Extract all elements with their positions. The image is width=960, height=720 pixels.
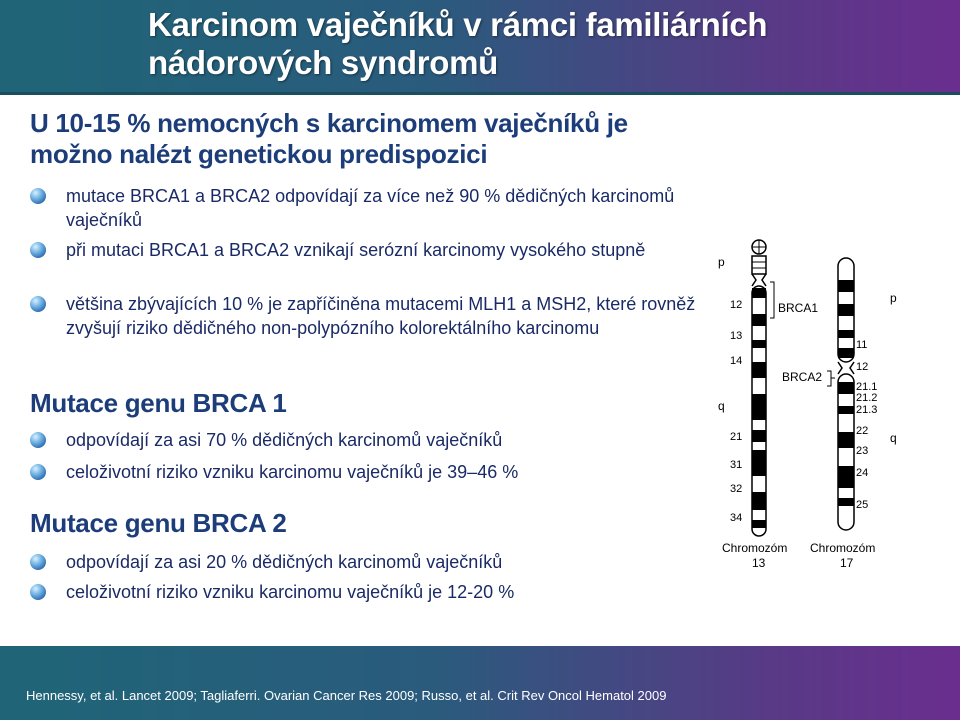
chromosome-17: [838, 258, 854, 530]
bullet-icon: [30, 554, 46, 570]
title-banner: [0, 0, 960, 95]
bullet-text: celoživotní riziko vzniku karcinomu vaječníků je 39–46 %: [66, 462, 519, 482]
bullet-item: [30, 238, 720, 262]
chromosome-diagram: [700, 230, 960, 590]
chr13-band-label: 34: [730, 512, 743, 524]
chr17-band-label: 21.2: [856, 392, 878, 404]
bullet-icon: [30, 242, 46, 258]
chr17-band-label: 23: [856, 445, 869, 457]
chr17-band-label: 24: [856, 467, 869, 479]
chr17-band-label: 21.3: [856, 404, 878, 416]
bullet-text: odpovídají za asi 20 % dědičných karcinomů vaječníků: [66, 552, 503, 572]
chr13-caption-number: 13: [752, 556, 766, 570]
chr17-band-label: 21.1: [856, 381, 878, 393]
chr17-band-label: 11: [856, 339, 868, 351]
chr13-band-label: 13: [730, 330, 743, 342]
chr17-band-label: 25: [856, 499, 869, 511]
gene-bracket: [827, 371, 835, 386]
brca2-heading: Mutace genu BRCA 2: [30, 508, 287, 538]
bullet-text: mutace BRCA1 a BRCA2 odpovídají za více než 90 % dědičných karcinomů vaječníků: [66, 186, 675, 230]
bullet-text: odpovídají za asi 70 % dědičných karcinomů vaječníků: [66, 430, 503, 450]
bullet-icon: [30, 188, 46, 204]
gene-label-brca2: BRCA2: [782, 370, 823, 384]
chr13-p-arm-label: p: [718, 255, 725, 269]
bullet-item: [30, 460, 720, 484]
bullet-item: [30, 184, 720, 232]
brca1-heading: Mutace genu BRCA 1: [30, 388, 287, 418]
chromosome-13: [752, 240, 766, 536]
chr17-band-label: 22: [856, 425, 869, 437]
chr17-caption: Chromozóm: [810, 541, 876, 555]
bullet-text: celoživotní riziko vzniku karcinomu vaječníků je 12-20 %: [66, 582, 515, 602]
chr17-caption-number: 17: [840, 556, 854, 570]
chr13-band-label: 31: [730, 459, 743, 471]
chr13-band-label: 21: [730, 431, 743, 443]
chr13-band-label: 32: [730, 483, 743, 495]
chr13-band-label: 12: [730, 299, 743, 311]
bullet-icon: [30, 464, 46, 480]
gene-label-brca1: BRCA1: [778, 301, 819, 315]
citation-text: Hennessy, et al. Lancet 2009; Tagliaferri. Ovarian Cancer Res 2009; Russo, et al. Crit Rev Oncol Hematol 2009: [26, 688, 667, 703]
chr13-band-label: 14: [730, 355, 743, 367]
bullet-icon: [30, 296, 46, 312]
footer-banner: [0, 646, 960, 720]
chr17-band-label: 12: [856, 361, 869, 373]
bullet-text: při mutaci BRCA1 a BRCA2 vznikají serózní karcinomy vysokého stupně: [66, 240, 646, 260]
slide-title: Karcinom vaječníků v rámci familiárních nádorových syndromů: [148, 6, 768, 81]
bullet-text: většina zbývajících 10 % je zapříčiněna mutacemi MLH1 a MSH2, které rovněž zvyšují riziko dědičného non-polypózního kolorektálního karcinomu: [66, 294, 696, 338]
chr13-caption: Chromozóm: [722, 541, 788, 555]
main-heading: U 10-15 % nemocných s karcinomem vaječníků je možno nalézt genetickou predispozici: [30, 108, 628, 169]
chr17-q-arm-label: q: [890, 431, 897, 445]
bullet-icon: [30, 584, 46, 600]
bullet-item: [30, 580, 720, 604]
chr17-p-arm-label: p: [890, 291, 897, 305]
gene-bracket: [770, 282, 774, 318]
bullet-item: [30, 428, 720, 452]
chr13-q-arm-label: q: [718, 399, 725, 413]
bullet-item: [30, 292, 720, 340]
bullet-item: [30, 550, 720, 574]
bullet-icon: [30, 432, 46, 448]
